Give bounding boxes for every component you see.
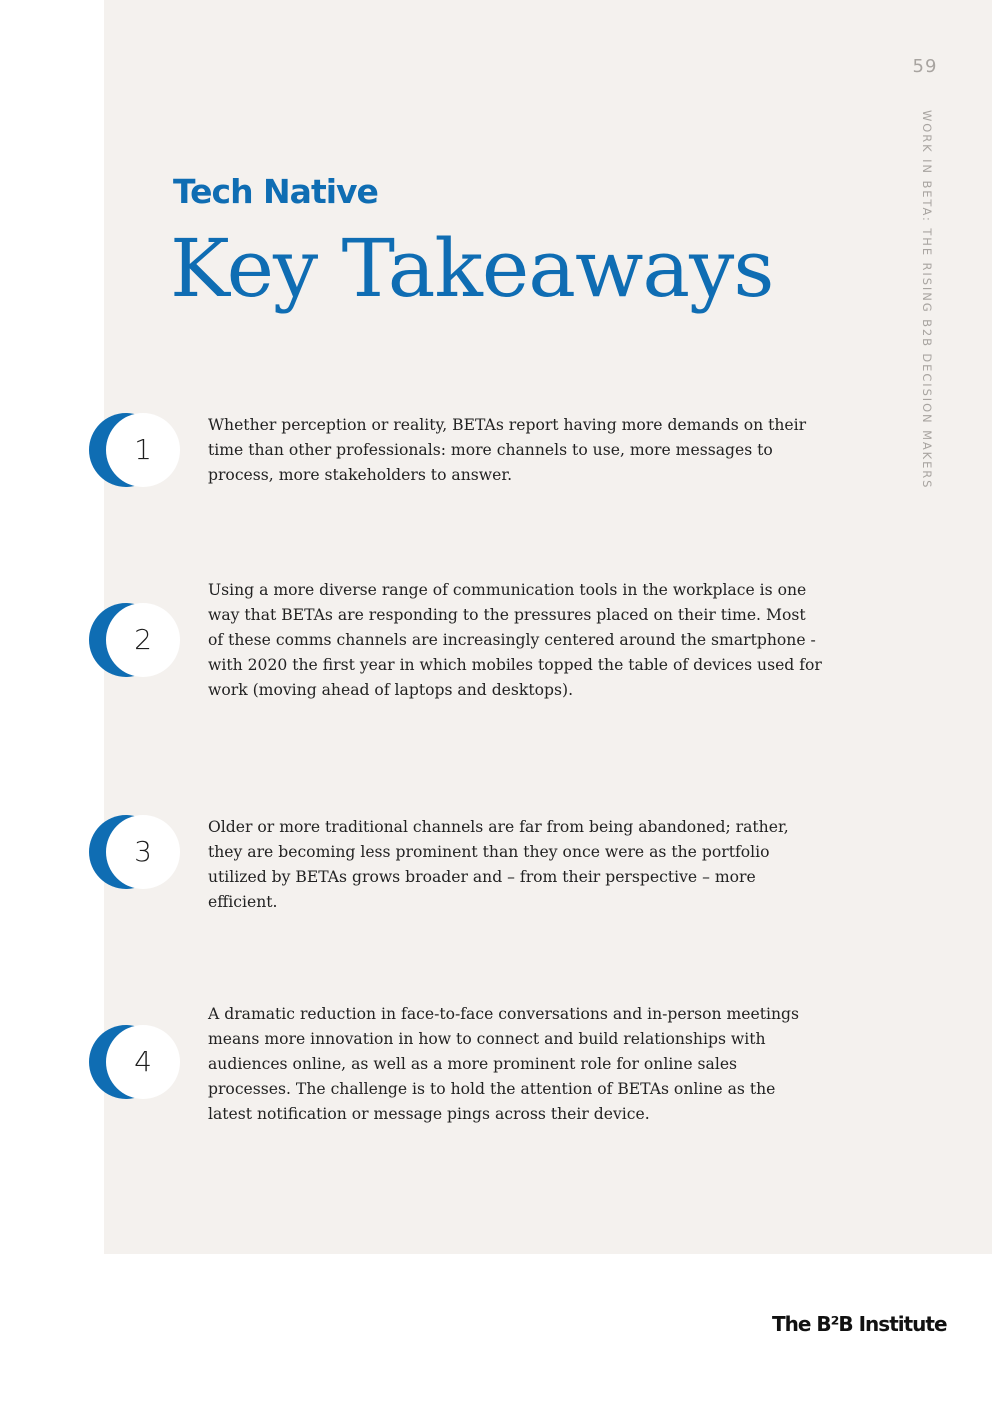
takeaway-number: 2 [134,623,152,656]
section-subtitle: Tech Native [173,172,378,211]
takeaway-number: 4 [134,1045,152,1078]
page-title: Key Takeaways [170,222,774,315]
takeaway-text-1: Whether perception or reality, BETAs report having more demands on their time than other professionals: more channels to use, more messages to process, more stakeholders to answer. [208,416,807,484]
takeaway-number: 1 [134,433,152,466]
takeaway-badge-2 [89,603,163,677]
takeaway-badge-4 [89,1025,163,1099]
page-number: 59 [912,56,938,77]
takeaway-badge-1 [89,413,163,487]
takeaway-badge-3 [89,815,163,889]
running-title: WORK IN BETA: THE RISING B2B DECISION MAKERS [920,110,934,490]
b2b-institute-logo: The B²B Institute [772,1312,947,1336]
takeaway-text-2: Using a more diverse range of communication tools in the workplace is one way that BETAs are responding to the pressures placed on their time. Most of these comms channels are increasingly centered around the smartphone - with 2020 the first year in which mobiles topped the table of devices used for work (moving ahead of laptops and desktops). [208,581,822,699]
takeaway-number: 3 [134,835,152,868]
takeaway-text-3: Older or more traditional channels are far from being abandoned; rather, they are becoming less prominent than they once were as the portfolio utilized by BETAs grows broader and – from their perspective – more efficient. [208,818,789,911]
takeaway-text-4: A dramatic reduction in face-to-face conversations and in-person meetings means more innovation in how to connect and build relationships with audiences online, as well as a more prominent role for online sales processes. The challenge is to hold the attention of BETAs online as the latest notification or message pings across their device. [208,1005,800,1123]
